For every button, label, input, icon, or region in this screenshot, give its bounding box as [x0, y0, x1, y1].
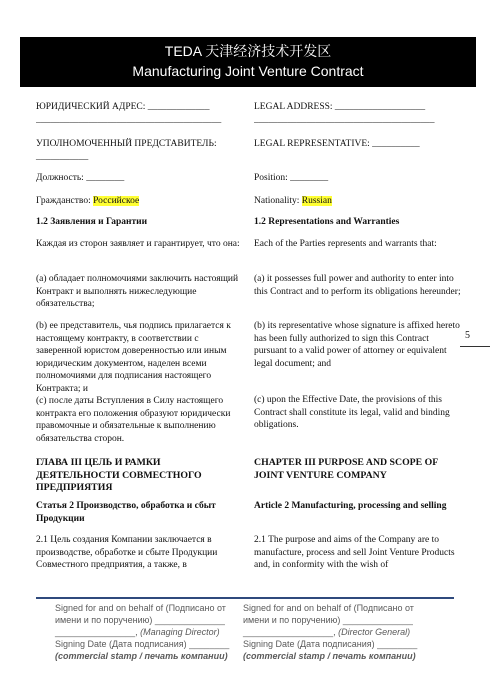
- en-section-1-2-title: 1.2 Representations and Warranties: [254, 217, 400, 227]
- en-legal-representative: LEGAL REPRESENTATIVE: __________: [254, 139, 420, 149]
- document-header-banner: [20, 37, 476, 87]
- page-number: 5: [465, 330, 470, 341]
- en-position: Position: ________: [254, 173, 329, 183]
- footer-signature-right: Signed for and on behalf of (Подписано от имени и по поручению) ______________ __________________, (Director General) Signing Date (Дата подписания) ________ (commercial stamp / печать компании): [243, 603, 418, 661]
- ru-position: Должность: ________: [36, 173, 125, 183]
- footer-divider: [36, 597, 454, 599]
- header-subtitle: Manufacturing Joint Venture Contract: [132, 63, 364, 79]
- ru-citizenship: Гражданство: Российское: [36, 196, 140, 206]
- ru-article-2-1: 2.1 Цель создания Компании заключается в производстве, обработке и сбыте Продукции Совместного предприятия, а также, в: [36, 535, 218, 570]
- page-number-rule: [460, 346, 490, 347]
- ru-section-1-2-title: 1.2 Заявления и Гарантии: [36, 217, 148, 227]
- ru-clause-b: (b) ее представитель, чья подпись прилагается к настоящему контракту, в соответствии с заверенной юристом доверенностью или иным юридическим документом, наделен всеми полномочиями для подписания настоящего Контракта; и: [36, 321, 231, 394]
- header-title: TEDA 天津经济技术开发区: [164, 43, 332, 59]
- ru-clause-c: (c) после даты Вступления в Силу настоящего контракта его положения образуют юридически правомочные и обязательные к выполнению обязательства сторон.: [36, 396, 231, 444]
- en-nationality: Nationality: Russian: [254, 196, 332, 206]
- en-legal-address: LEGAL ADDRESS: ___________________ ______________________________________: [254, 102, 435, 125]
- en-chapter-3-title: CHAPTER III PURPOSE AND SCOPE OF JOINT VENTURE COMPANY: [254, 457, 438, 481]
- en-clause-b: (b) its representative whose signature is affixed hereto has been fully authorized to sign this Contract pursuant to a valid power of attorney or equivalent legal document; and: [254, 321, 460, 369]
- en-section-1-2-intro: Each of the Parties represents and warrants that:: [254, 239, 437, 249]
- ru-article-2-title: Статья 2 Производство, обработка и сбыт Продукции: [36, 501, 216, 524]
- ru-legal-representative: УПОЛНОМОЧЕННЫЙ ПРЕДСТАВИТЕЛЬ: ___________: [36, 139, 217, 162]
- ru-chapter-3-title: ГЛАВА III ЦЕЛЬ И РАМКИ ДЕЯТЕЛЬНОСТИ СОВМЕСТНОГО ПРЕДПРИЯТИЯ: [36, 457, 202, 493]
- en-clause-c: (c) upon the Effective Date, the provisions of this Contract shall constitute its legal, valid and binding obligations.: [254, 395, 450, 430]
- en-article-2-1: 2.1 The purpose and aims of the Company are to manufacture, process and sell Joint Venture Products and, in conformity with the wish of: [254, 535, 455, 570]
- ru-clause-b-c: [36, 320, 244, 445]
- en-article-2-title: Article 2 Manufacturing, processing and selling: [254, 501, 447, 511]
- ru-legal-address: ЮРИДИЧЕСКИЙ АДРЕС: _____________ _______________________________________: [36, 102, 222, 125]
- footer-signature-left: Signed for and on behalf of (Подписано от имени и по поручению) ______________ ________________, (Managing Director) Signing Date (Дата подписания) ________ (commercial stamp / печать компании): [55, 603, 230, 661]
- en-clause-a: (a) it possesses full power and authority to enter into this Contract and to perform its obligations hereunder;: [254, 274, 461, 297]
- ru-clause-a: (a) обладает полномочиями заключить настоящий Контракт и выполнять нижеследующие обязательства;: [36, 274, 239, 309]
- ru-section-1-2-intro: Каждая из сторон заявляет и гарантирует, что она:: [36, 239, 240, 249]
- ru-citizenship-value: Российское: [93, 196, 140, 206]
- en-nationality-value: Russian: [301, 196, 332, 206]
